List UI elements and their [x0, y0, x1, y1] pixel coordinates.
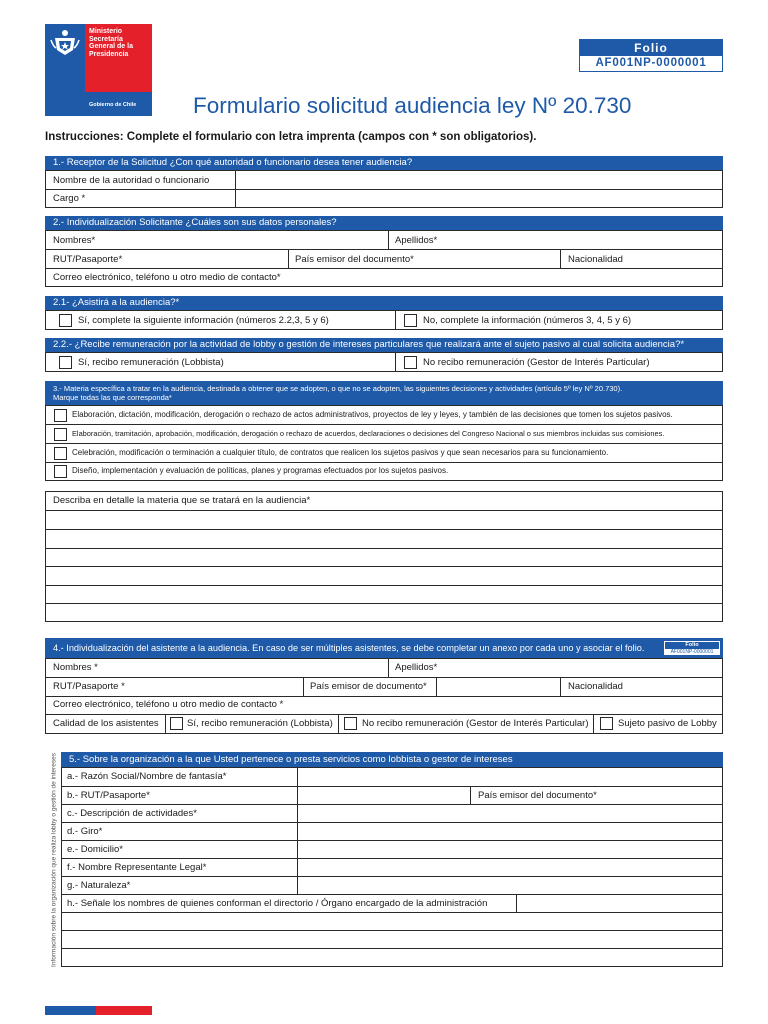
rut-label: RUT/Pasaporte* [53, 254, 123, 265]
cargo-label: Cargo * [53, 193, 86, 204]
attend-no-label: No, complete la información (números 3, 4, 5 y 6) [423, 315, 632, 326]
pais-label: País emisor del documento* [295, 254, 414, 265]
government-logo [45, 24, 152, 116]
section-4-header: 4.- Individualización del asistente a la audiencia. En caso de ser múltiples asistentes, se debe completar un anexo por cada uno y asociar el folio. [45, 638, 723, 658]
asistente-nombres-label: Nombres * [53, 662, 98, 673]
remuneration-no-checkbox[interactable] [404, 356, 417, 369]
materia-checkbox-1[interactable] [54, 409, 67, 422]
attend-yes-checkbox[interactable] [59, 314, 72, 327]
attend-yes-label: Sí, complete la siguiente información (números 2.2,3, 5 y 6) [78, 315, 329, 326]
materia-option-1: Elaboración, dictación, modificación, derogación o rechazo de actos administrativos, proyectos de ley y leyes, y también de las decisiones que tomen los sujetos pasivos. [72, 410, 673, 419]
asistente-nacionalidad-label: Nacionalidad [568, 681, 623, 692]
org-pais-label: País emisor del documento* [478, 790, 597, 801]
directorio-label: h.- Señale los nombres de quienes conforman el directorio / Órgano encargado de la administración [67, 898, 488, 909]
footer-red-bar [96, 1006, 152, 1015]
section-2-1-header: 2.1- ¿Asistirá a la audiencia?* [45, 296, 723, 310]
materia-option-3: Celebración, modificación o terminación a cualquier título, de contratos que realicen los sujetos pasivos y que sean necesarios para su funcionamiento. [72, 448, 609, 457]
materia-option-4: Diseño, implementación y evaluación de políticas, planes y programas efectuados por los sujetos pasivos. [72, 466, 449, 475]
calidad-lobbista-label: Sí, recibo remuneración (Lobbista) [187, 718, 333, 729]
section-2-2-header: 2.2.- ¿Recibe remuneración por la actividad de lobby o gestión de intereses particulares que realizará ante el sujeto pasivo al cual solicita audiencia?* [45, 338, 723, 352]
remuneration-no-label: No recibo remuneración (Gestor de Interés Particular) [423, 357, 650, 368]
section-3-header [45, 381, 723, 405]
page-title: Formulario solicitud audiencia ley Nº 20.730 [193, 93, 632, 118]
calidad-gestor-checkbox[interactable] [344, 717, 357, 730]
correo-label: Correo electrónico, teléfono u otro medio de contacto* [53, 272, 281, 283]
describe-label: Describa en detalle la materia que se tratará en la audiencia* [53, 495, 311, 506]
remuneration-yes-checkbox[interactable] [59, 356, 72, 369]
remuneration-yes-label: Sí, recibo remuneración (Lobbista) [78, 357, 224, 368]
section-3-header-line1: 3.- Materia específica a tratar en la audiencia, destinada a obtener que se adopten, o que no se adopten, las siguientes decisiones y actividades (artículo 5º ley Nº 20.730). [53, 384, 623, 393]
asistente-pais-label: País emisor de documento* [310, 681, 427, 692]
section-5-header: 5.- Sobre la organización a la que Usted pertenece o presta servicios como lobbista o gestor de intereses [61, 752, 723, 767]
domicilio-label: e.- Domicilio* [67, 844, 123, 855]
nombres-label: Nombres* [53, 235, 96, 246]
mini-folio-label: Folio [685, 642, 699, 648]
razon-social-label: a.- Razón Social/Nombre de fantasía* [67, 771, 227, 782]
materia-checkbox-4[interactable] [54, 465, 67, 478]
naturaleza-label: g.- Naturaleza* [67, 880, 131, 891]
mini-folio-value: AF001NP-0000001 [665, 649, 719, 655]
authority-label: Nombre de la autoridad o funcionario [53, 175, 210, 186]
folio-value: AF001NP-0000001 [595, 57, 707, 69]
calidad-sujeto-pasivo-label: Sujeto pasivo de Lobby [618, 718, 717, 729]
apellidos-label: Apellidos* [395, 235, 438, 246]
folio-label: Folio [580, 40, 722, 56]
footer-blue-bar [45, 1006, 96, 1015]
materia-option-2: Elaboración, tramitación, aprobación, modificación, derogación o rechazo de acuerdos, declaraciones o decisiones del Congreso Nacional o sus miembros incluidas sus comisiones. [72, 429, 665, 438]
cargo-field[interactable] [236, 190, 722, 207]
instructions: Instrucciones: Complete el formulario con letra imprenta (campos con * son obligatorios). [45, 131, 537, 143]
calidad-lobbista-checkbox[interactable] [170, 717, 183, 730]
calidad-gestor-label: No recibo remuneración (Gestor de Interés Particular) [362, 718, 589, 729]
side-label: Información sobre la organización que realiza lobby o gestión de intereses [50, 753, 58, 967]
coat-of-arms-icon [49, 28, 81, 58]
folio-box [579, 39, 723, 72]
representante-label: f.- Nombre Representante Legal* [67, 862, 207, 873]
section-3-header-line2: Marque todas las que corresponda* [53, 393, 172, 402]
materia-checkbox-3[interactable] [54, 447, 67, 460]
calidad-sujeto-pasivo-checkbox[interactable] [600, 717, 613, 730]
attend-no-checkbox[interactable] [404, 314, 417, 327]
section-1-header: 1.- Receptor de la Solicitud ¿Con qué autoridad o funcionario desea tener audiencia? [45, 156, 723, 170]
materia-checkbox-2[interactable] [54, 428, 67, 441]
authority-field[interactable] [236, 171, 722, 189]
section-2-header: 2.- Individualización Solicitante ¿Cuáles son sus datos personales? [45, 216, 723, 230]
descripcion-label: c.- Descripción de actividades* [67, 808, 197, 819]
nacionalidad-label: Nacionalidad [568, 254, 623, 265]
asistente-rut-label: RUT/Pasaporte * [53, 681, 125, 692]
asistente-correo-label: Correo electrónico, teléfono u otro medio de contacto * [53, 699, 284, 710]
calidad-label: Calidad de los asistentes [53, 718, 159, 729]
ministry-name: Ministerio Secretaría General de la Presidencia [89, 28, 133, 58]
mini-folio-box [664, 641, 720, 655]
giro-label: d.- Giro* [67, 826, 103, 837]
asistente-apellidos-label: Apellidos* [395, 662, 438, 673]
gobierno-label: Gobierno de Chile [89, 102, 137, 108]
org-rut-label: b.- RUT/Pasaporte* [67, 790, 150, 801]
